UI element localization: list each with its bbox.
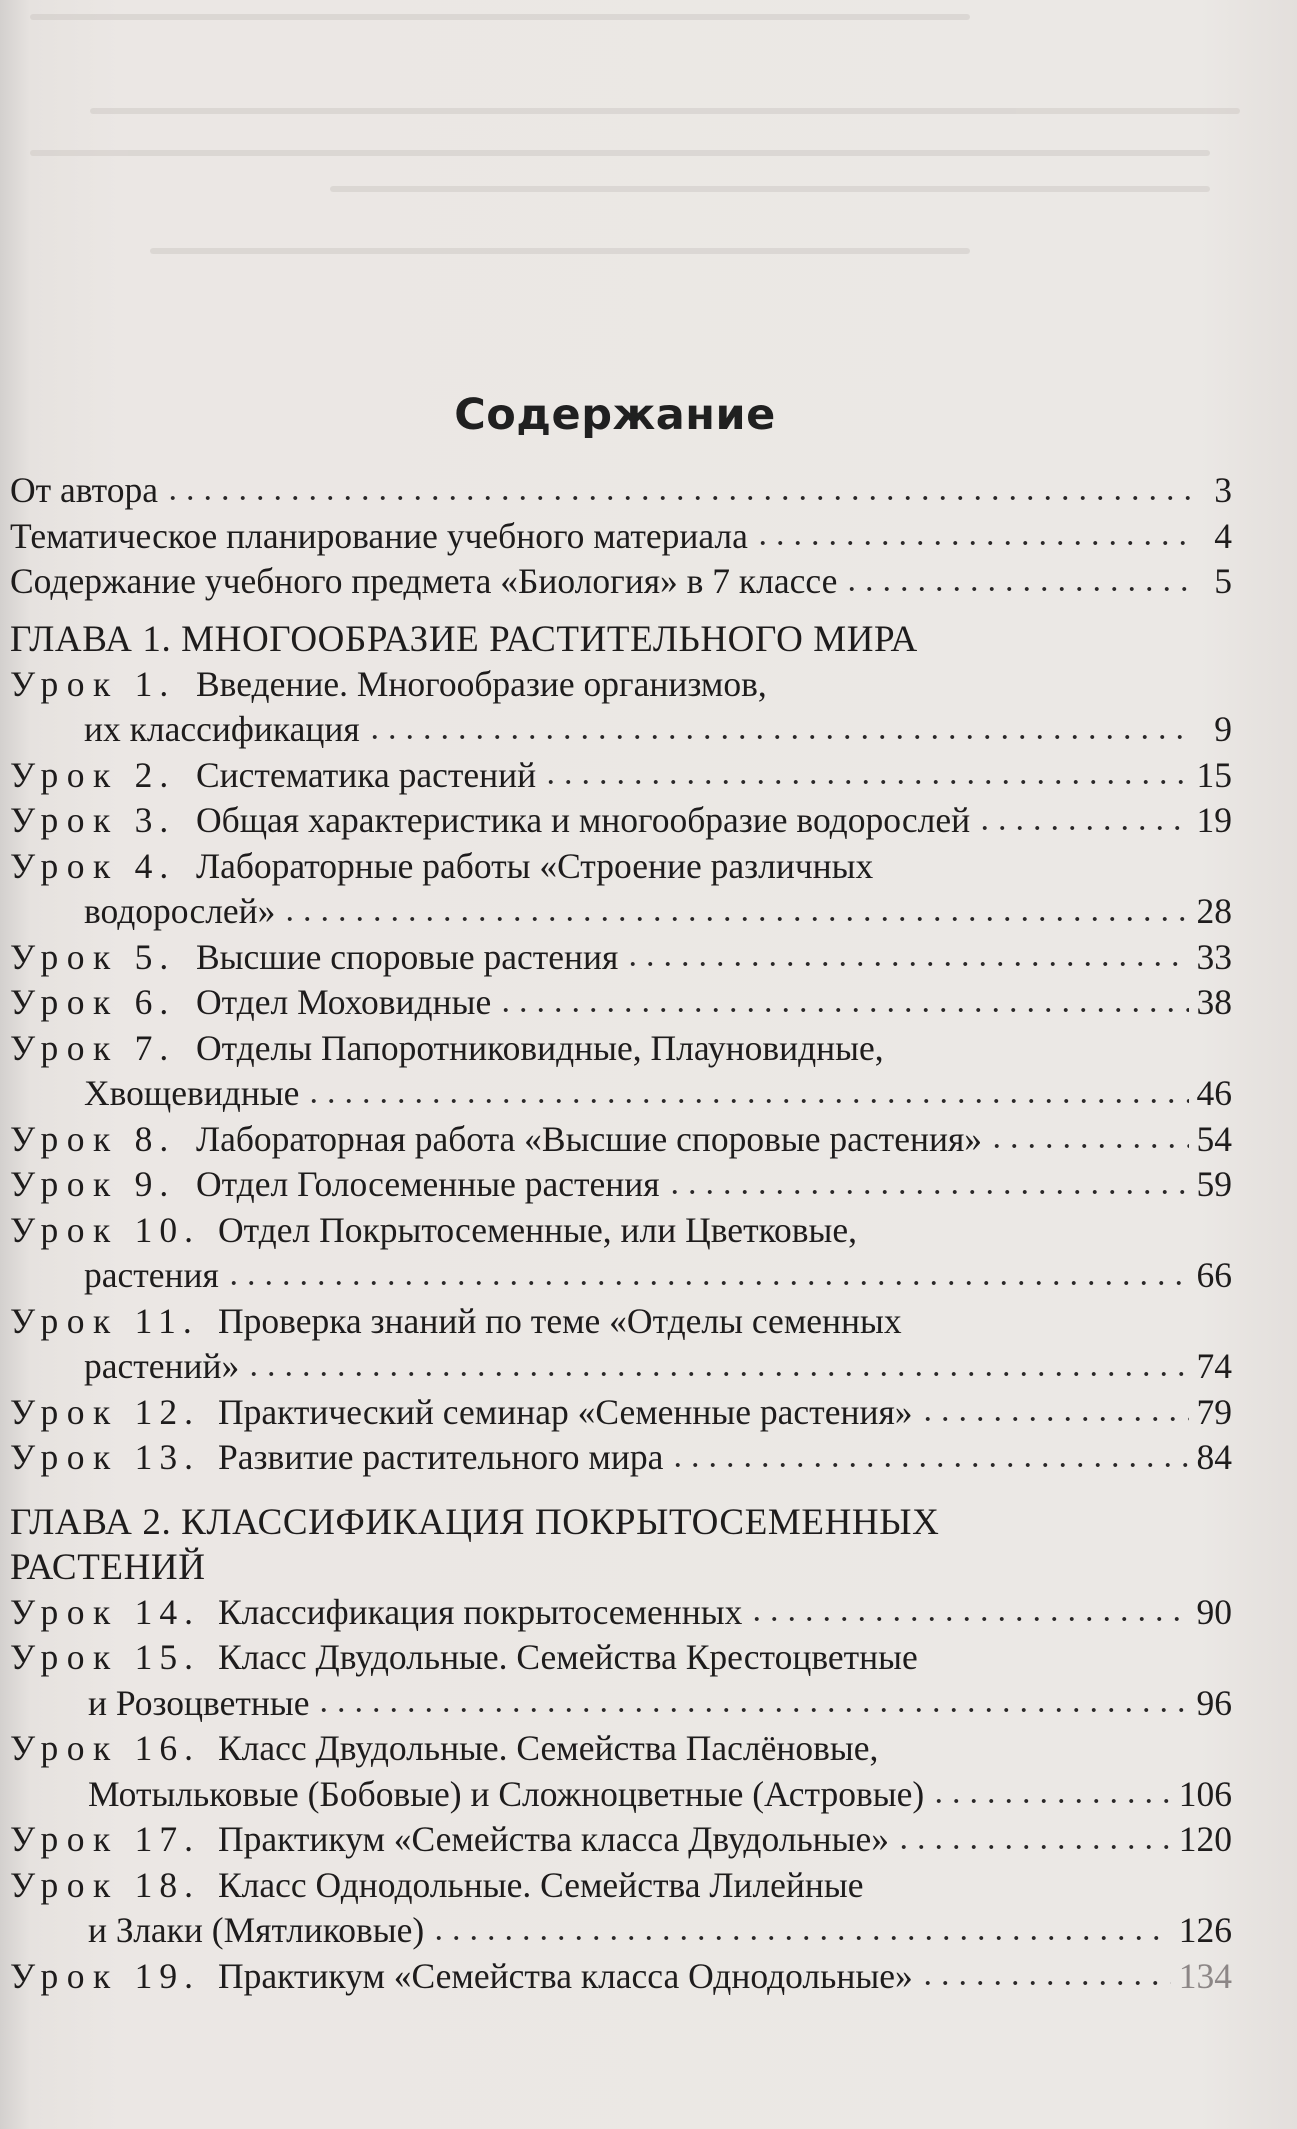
lesson-title: Отдел Покрытосеменные, или Цветковые, [218, 1209, 858, 1250]
chapter-heading-1[interactable]: ГЛАВА 1. МНОГООБРАЗИЕ РАСТИТЕЛЬНОГО МИРА [10, 618, 918, 660]
toc-entry-lesson-16[interactable] [10, 1726, 1232, 1772]
lesson-title: Класс Двудольные. Семейства Крестоцветные [218, 1637, 918, 1677]
page-number: 9 [1214, 709, 1232, 749]
toc-entry-lesson-7[interactable] [10, 1026, 1232, 1072]
page-number: 66 [1196, 1255, 1232, 1295]
toc-entry-lesson-14[interactable] [10, 1590, 1232, 1636]
toc-entry-planning[interactable]: Тематическое планирование учебного материала 4 [10, 514, 1232, 560]
lesson-label: Урок 5. [10, 936, 176, 977]
lesson-label: Урок 4. [10, 845, 176, 886]
lesson-title: Систематика растений [196, 754, 537, 795]
toc-entry-lesson-7-cont[interactable]: Хвощевидные 46 [10, 1071, 1232, 1117]
page-number: 106 [1178, 1773, 1232, 1814]
page-number: 19 [1196, 800, 1232, 840]
page-number: 33 [1196, 936, 1232, 977]
toc-entry-lesson-18[interactable] [10, 1863, 1232, 1909]
toc-entry-lesson-10[interactable] [10, 1208, 1232, 1254]
leader-dots [976, 808, 1188, 832]
lesson-title: Развитие растительного мира [218, 1437, 664, 1477]
page-number: 74 [1196, 1346, 1232, 1386]
toc-entry-lesson-9[interactable] [10, 1162, 1232, 1208]
toc-entry-lesson-13[interactable] [10, 1435, 1232, 1481]
leader-dots [366, 717, 1190, 741]
lesson-label: Урок 13. [10, 1437, 201, 1477]
page-number: 84 [1196, 1437, 1232, 1477]
lesson-title: Практический семинар «Семенные растения» [218, 1391, 913, 1432]
lesson-label: Урок 2. [10, 754, 176, 795]
lesson-title: Общая характеристика и многообразие водорослей [196, 800, 971, 840]
leader-dots [315, 1690, 1188, 1714]
leader-dots [164, 478, 1190, 502]
chapter-heading-2[interactable]: ГЛАВА 2. КЛАССИФИКАЦИЯ ПОКРЫТОСЕМЕННЫХ РАСТЕНИЙ [10, 1501, 940, 1588]
leader-dots [748, 1599, 1188, 1623]
leader-dots [305, 1081, 1188, 1105]
lesson-title: Проверка знаний по теме «Отделы семенных [218, 1300, 902, 1341]
lesson-title: Отдел Моховидные [196, 982, 492, 1022]
page-number: 54 [1196, 1118, 1232, 1159]
toc-entry-author[interactable]: От автора 3 [10, 468, 1232, 514]
lesson-title: Высшие споровые растения [196, 936, 619, 977]
toc-entry-lesson-11-cont[interactable]: растений» 74 [10, 1344, 1232, 1390]
lesson-title: Классификация покрытосеменных [218, 1591, 743, 1632]
page-number: 90 [1196, 1591, 1232, 1632]
page-number: 134 [1178, 1955, 1232, 1996]
leader-dots [430, 1918, 1171, 1942]
page-number: 5 [1214, 561, 1232, 601]
toc-entry-lesson-10-cont[interactable]: растения 66 [10, 1253, 1232, 1299]
lesson-title: Лабораторная работа «Высшие споровые растения» [196, 1118, 983, 1159]
page-title: Содержание [454, 390, 776, 440]
leader-dots [624, 944, 1188, 968]
lesson-label: Урок 18. [10, 1864, 201, 1905]
lesson-label: Урок 17. [10, 1819, 201, 1859]
lesson-title: Практикум «Семейства класса Двудольные» [218, 1819, 890, 1859]
lesson-label: Урок 15. [10, 1637, 201, 1677]
leader-dots [281, 899, 1188, 923]
toc-entry-content[interactable]: Содержание учебного предмета «Биология» в 7 классе 5 [10, 559, 1232, 605]
toc-entry-lesson-5[interactable] [10, 935, 1232, 981]
lesson-title: Отдел Голосеменные растения [196, 1164, 660, 1204]
lesson-title: Отделы Папоротниковидные, Плауновидные, [196, 1027, 884, 1068]
toc-entry-lesson-4-cont[interactable]: водорослей» 28 [10, 889, 1232, 935]
page-number: 59 [1196, 1164, 1232, 1204]
toc-entry-lesson-11[interactable] [10, 1299, 1232, 1345]
toc-entry-lesson-8[interactable] [10, 1117, 1232, 1163]
toc-entry-lesson-15[interactable] [10, 1635, 1232, 1681]
toc-entry-lesson-19[interactable] [10, 1954, 1232, 2000]
leader-dots [930, 1781, 1171, 1805]
lesson-label: Урок 8. [10, 1118, 176, 1159]
page-number: 15 [1196, 754, 1232, 795]
lesson-label: Урок 10. [10, 1209, 201, 1250]
page-number: 96 [1196, 1682, 1232, 1723]
leader-dots [666, 1172, 1189, 1196]
toc-entry-lesson-17[interactable] [10, 1817, 1232, 1863]
leader-dots [245, 1354, 1188, 1378]
toc-entry-lesson-1-cont[interactable]: их классификация 9 [10, 707, 1232, 753]
lesson-label: Урок 19. [10, 1955, 201, 1996]
lesson-label: Урок 6. [10, 982, 176, 1022]
toc-entry-lesson-16-cont[interactable]: Мотыльковые (Бобовые) и Сложноцветные (Астровые) 106 [10, 1772, 1232, 1818]
leader-dots [919, 1399, 1189, 1423]
leader-dots [669, 1445, 1188, 1469]
page-number: 38 [1196, 982, 1232, 1022]
lesson-title: Лабораторные работы «Строение различных [196, 845, 874, 886]
lesson-title: Введение. Многообразие организмов, [196, 663, 767, 704]
toc-entry-lesson-6[interactable] [10, 980, 1232, 1026]
lesson-label: Урок 1. [10, 663, 176, 704]
toc-entry-lesson-18-cont[interactable]: и Злаки (Мятликовые) 126 [10, 1908, 1232, 1954]
page-number: 79 [1196, 1391, 1232, 1432]
toc-entry-lesson-2[interactable] [10, 753, 1232, 799]
lesson-title: Класс Двудольные. Семейства Паслёновые, [218, 1728, 879, 1768]
lesson-label: Урок 9. [10, 1164, 176, 1204]
lesson-label: Урок 3. [10, 800, 176, 840]
toc-entry-lesson-12[interactable] [10, 1390, 1232, 1436]
lesson-title: Практикум «Семейства класса Однодольные» [218, 1955, 913, 1996]
page-number: 46 [1196, 1073, 1232, 1113]
leader-dots [542, 762, 1188, 786]
leader-dots [895, 1827, 1171, 1851]
leader-dots [843, 569, 1190, 593]
leader-dots [497, 990, 1188, 1014]
toc-entry-lesson-3[interactable] [10, 798, 1232, 844]
lesson-label: Урок 7. [10, 1027, 176, 1068]
page-number: 126 [1178, 1910, 1232, 1950]
lesson-label: Урок 11. [10, 1300, 199, 1341]
show-through-text [30, 0, 1270, 300]
leader-dots [919, 1963, 1171, 1987]
leader-dots [988, 1126, 1188, 1150]
toc-entry-lesson-15-cont[interactable]: и Розоцветные 96 [10, 1681, 1232, 1727]
leader-dots [225, 1263, 1189, 1287]
table-of-contents [10, 468, 1232, 1999]
page-number: 4 [1214, 515, 1232, 556]
toc-entry-lesson-4[interactable] [10, 844, 1232, 890]
lesson-label: Урок 14. [10, 1591, 201, 1632]
page-number: 28 [1196, 891, 1232, 931]
lesson-label: Урок 12. [10, 1391, 201, 1432]
leader-dots [754, 523, 1190, 547]
page-number: 120 [1178, 1819, 1232, 1859]
lesson-title: Класс Однодольные. Семейства Лилейные [218, 1864, 864, 1905]
toc-entry-lesson-1[interactable] [10, 662, 1232, 708]
lesson-label: Урок 16. [10, 1728, 201, 1768]
page-number: 3 [1214, 470, 1232, 510]
